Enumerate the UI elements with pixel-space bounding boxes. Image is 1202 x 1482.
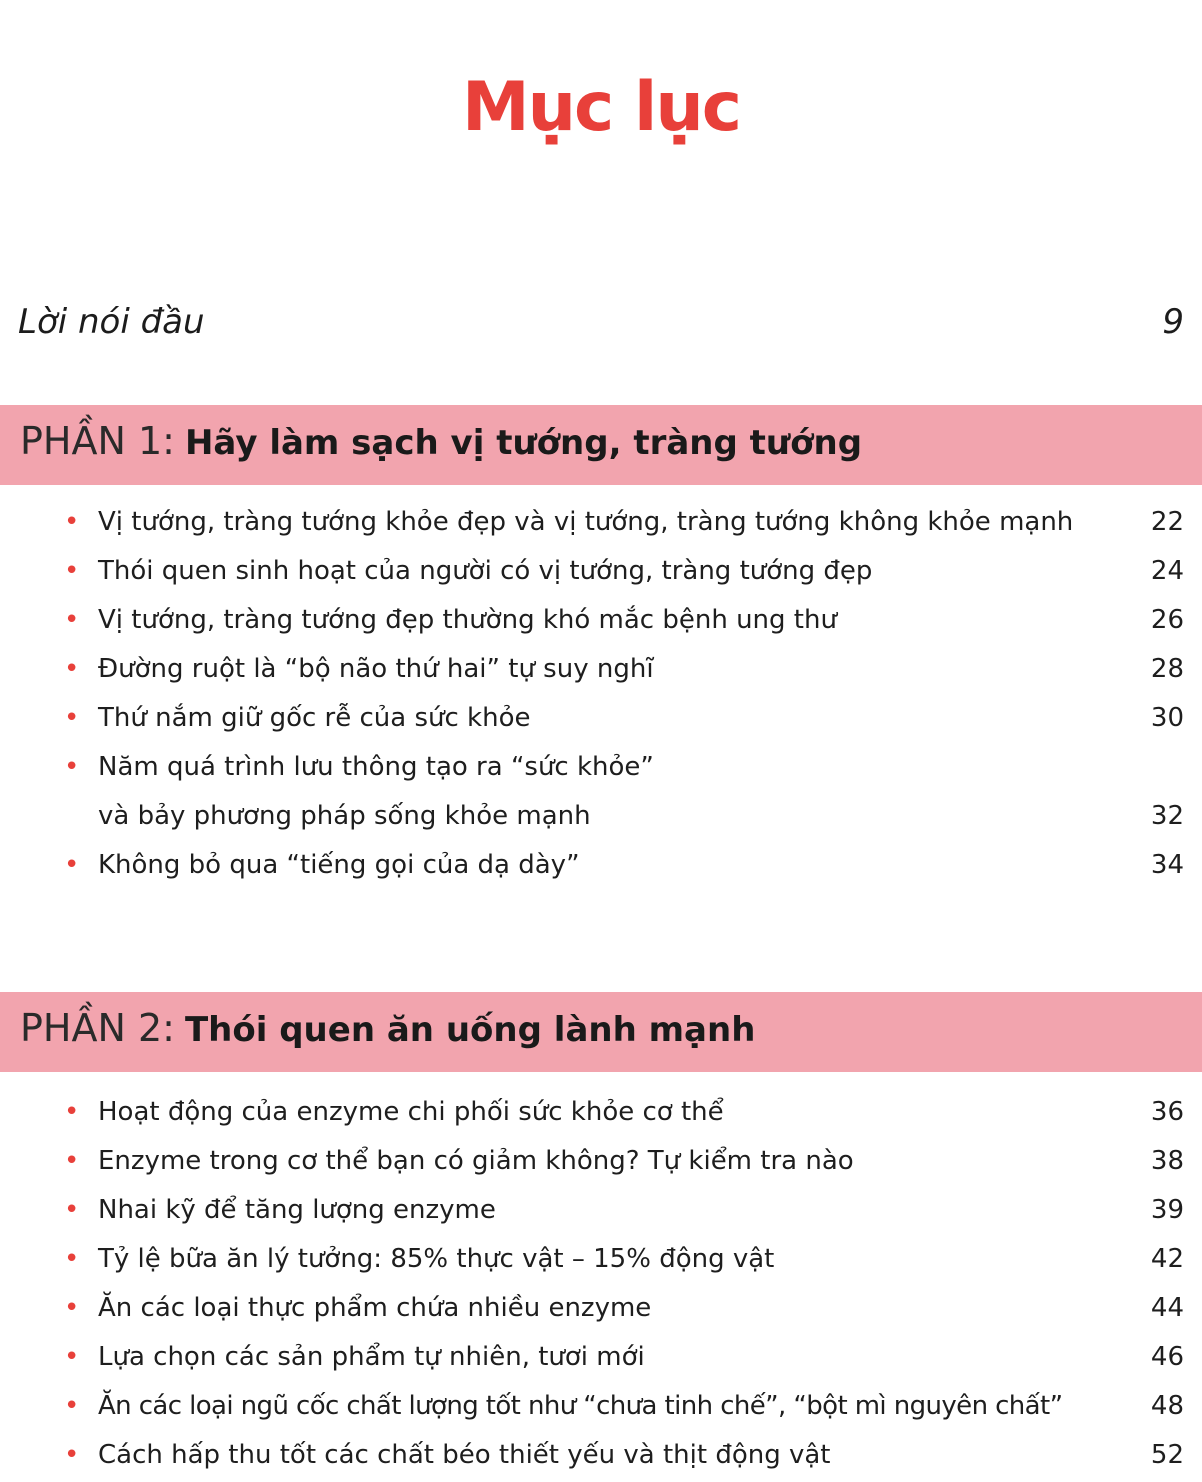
bullet-icon: • <box>64 703 80 733</box>
part-2-title: Thói quen ăn uống lành mạnh <box>184 1010 756 1050</box>
bullet-icon: • <box>64 1097 80 1127</box>
part-2-banner <box>0 992 1202 1072</box>
toc-entry-title: Thói quen sinh hoạt của người có vị tướng, tràng tướng đẹp <box>98 556 873 586</box>
toc-entry-page: 42 <box>1150 1244 1184 1274</box>
part-1-toc-list <box>0 498 1202 890</box>
bullet-icon: • <box>64 1342 80 1372</box>
bullet-icon: • <box>64 1146 80 1176</box>
bullet-icon: • <box>64 605 80 635</box>
part-2-heading <box>20 1006 755 1050</box>
toc-entry-page: 32 <box>1150 801 1184 831</box>
toc-entry-page: 52 <box>1150 1440 1184 1470</box>
toc-item[interactable] <box>0 645 1202 694</box>
bullet-icon: • <box>64 1293 80 1323</box>
toc-entry-title: Thứ nắm giữ gốc rễ của sức khỏe <box>98 703 531 733</box>
toc-intro-page: 9 <box>1162 302 1184 342</box>
toc-entry-title-continued: và bảy phương pháp sống khỏe mạnh <box>98 801 591 831</box>
toc-entry-page: 30 <box>1150 703 1184 733</box>
toc-item[interactable] <box>0 596 1202 645</box>
toc-entry-page: 48 <box>1150 1391 1184 1421</box>
part-1-title: Hãy làm sạch vị tướng, tràng tướng <box>184 423 863 463</box>
toc-item[interactable] <box>0 841 1202 890</box>
toc-intro-row[interactable] <box>18 302 1184 352</box>
toc-item[interactable] <box>0 498 1202 547</box>
toc-entry-page: 26 <box>1150 605 1184 635</box>
toc-entry-title: Lựa chọn các sản phẩm tự nhiên, tươi mới <box>98 1342 645 1372</box>
bullet-icon: • <box>64 1195 80 1225</box>
toc-entry-page: 46 <box>1150 1342 1184 1372</box>
bullet-icon: • <box>64 556 80 586</box>
toc-item[interactable] <box>0 1431 1202 1480</box>
toc-item[interactable] <box>0 743 1202 841</box>
toc-entry-page: 44 <box>1150 1293 1184 1323</box>
bullet-icon: • <box>64 752 80 782</box>
toc-entry-title: Tỷ lệ bữa ăn lý tưởng: 85% thực vật – 15% động vật <box>98 1244 775 1274</box>
toc-entry-title: Cách hấp thu tốt các chất béo thiết yếu và thịt động vật <box>98 1440 831 1470</box>
toc-entry-page: 28 <box>1150 654 1184 684</box>
bullet-icon: • <box>64 507 80 537</box>
toc-entry-title: Ăn các loại thực phẩm chứa nhiều enzyme <box>98 1293 652 1323</box>
toc-entry-title: Ăn các loại ngũ cốc chất lượng tốt như “chưa tinh chế”, “bột mì nguyên chất” <box>98 1391 1063 1421</box>
part-2-toc-list <box>0 1088 1202 1480</box>
page-title: Mục lục <box>461 68 741 147</box>
toc-entry-title: Vị tướng, tràng tướng khỏe đẹp và vị tướng, tràng tướng không khỏe mạnh <box>98 507 1074 537</box>
toc-item[interactable] <box>0 1088 1202 1137</box>
toc-item[interactable] <box>0 1235 1202 1284</box>
toc-item[interactable] <box>0 694 1202 743</box>
toc-entry-page: 34 <box>1150 850 1184 880</box>
bullet-icon: • <box>64 850 80 880</box>
toc-entry-title: Không bỏ qua “tiếng gọi của dạ dày” <box>98 850 580 880</box>
part-2-label: PHẦN 2: <box>20 1006 175 1050</box>
toc-item[interactable] <box>0 1333 1202 1382</box>
toc-item[interactable] <box>0 547 1202 596</box>
bullet-icon: • <box>64 1440 80 1470</box>
toc-item[interactable] <box>0 1284 1202 1333</box>
toc-entry-page: 22 <box>1150 507 1184 537</box>
toc-item[interactable] <box>0 1137 1202 1186</box>
toc-entry-page: 36 <box>1150 1097 1184 1127</box>
part-1-banner <box>0 405 1202 485</box>
toc-entry-page: 38 <box>1150 1146 1184 1176</box>
toc-entry-title: Đường ruột là “bộ não thứ hai” tự suy nghĩ <box>98 654 654 684</box>
toc-entry-title: Hoạt động của enzyme chi phối sức khỏe cơ thể <box>98 1097 724 1127</box>
part-1-label: PHẦN 1: <box>20 419 175 463</box>
bullet-icon: • <box>64 1391 80 1421</box>
toc-entry-page: 24 <box>1150 556 1184 586</box>
toc-intro-label: Lời nói đầu <box>18 302 205 342</box>
toc-entry-title: Enzyme trong cơ thể bạn có giảm không? Tự kiểm tra nào <box>98 1146 854 1176</box>
toc-entry-page: 39 <box>1150 1195 1184 1225</box>
bullet-icon: • <box>64 654 80 684</box>
toc-item[interactable] <box>0 1186 1202 1235</box>
bullet-icon: • <box>64 1244 80 1274</box>
toc-entry-title: Vị tướng, tràng tướng đẹp thường khó mắc bệnh ung thư <box>98 605 837 635</box>
toc-entry-title: Năm quá trình lưu thông tạo ra “sức khỏe” <box>98 752 654 782</box>
toc-item[interactable] <box>0 1382 1202 1431</box>
toc-entry-title: Nhai kỹ để tăng lượng enzyme <box>98 1195 496 1225</box>
part-1-heading <box>20 419 862 463</box>
